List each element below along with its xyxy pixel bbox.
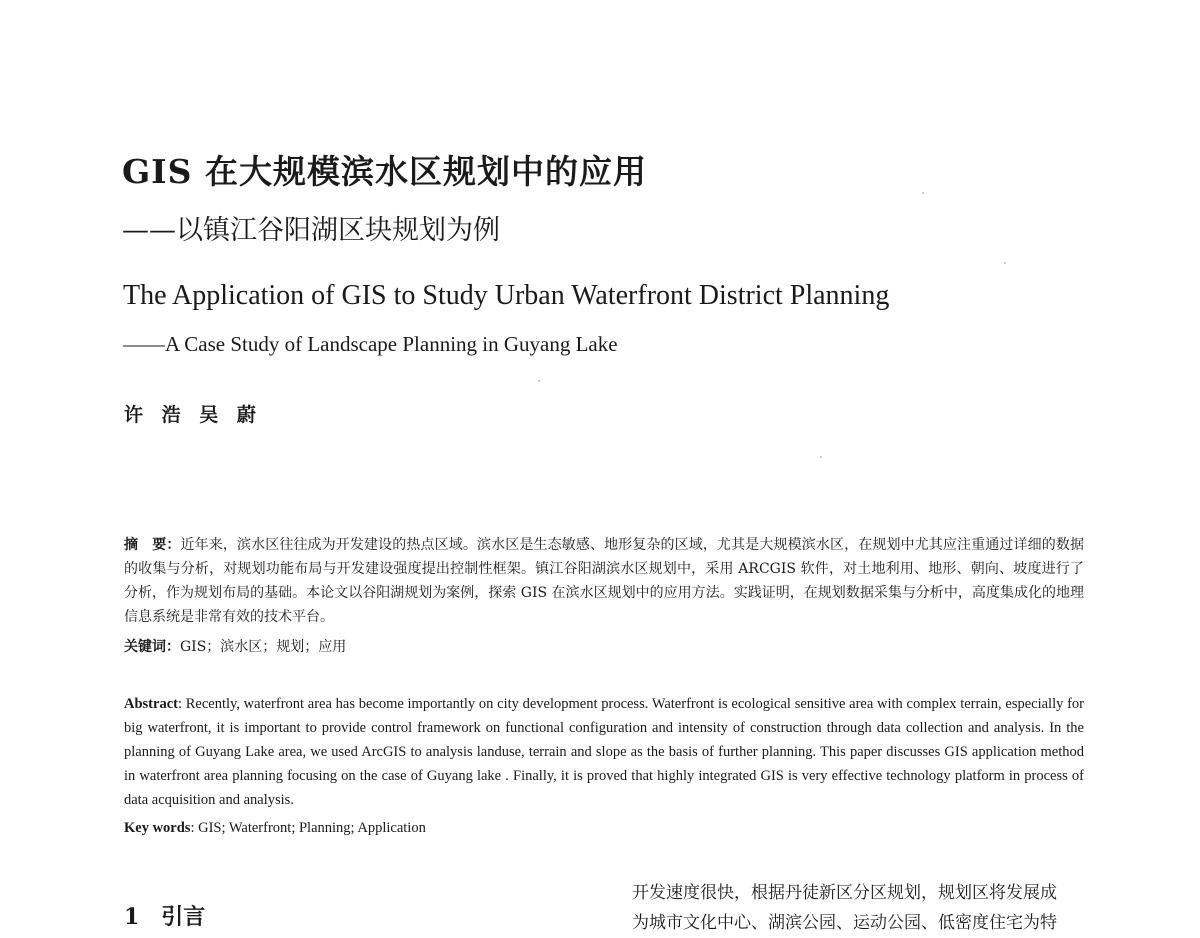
subtitle-chinese: ——以镇江谷阳湖区块规划为例 xyxy=(122,215,500,246)
abstract-english-text: : Recently, waterfront area has become importantly on city development process. Waterfront is ecological sensitive area with complex terrain, especially for big waterfront, it is important to provide control framework on functional configuration and intensity of construction through data collection and analysis. In the planning of Guyang Lake area, we used ArcGIS to analysis landuse, terrain and slope as the basis of further planning. This paper discusses GIS application method in waterfront area planning focusing on the case of Guyang lake . Finally, it is proved that highly integrated GIS is very effective technology platform in process of data acquisition and analysis. xyxy=(124,696,1084,808)
scan-speck xyxy=(820,456,822,458)
scan-speck xyxy=(922,192,924,194)
body-column xyxy=(632,878,1087,938)
body-line: 为城市文化中心、湖滨公园、运动公园、低密度住宅为特 xyxy=(632,913,1057,933)
keywords-english xyxy=(124,820,426,837)
keywords-chinese-text: GIS；滨水区；规划；应用 xyxy=(180,639,347,655)
authors: 许 浩 吴 蔚 xyxy=(124,404,256,426)
title-english: The Application of GIS to Study Urban Waterfront District Planning xyxy=(123,280,890,311)
scan-speck xyxy=(538,380,540,382)
keywords-english-label: Key words xyxy=(124,820,191,836)
keywords-english-text: : GIS; Waterfront; Planning; Application xyxy=(190,820,426,836)
abstract-english-label: Abstract xyxy=(124,696,178,712)
scan-speck xyxy=(1004,262,1006,264)
subtitle-english: ——A Case Study of Landscape Planning in Guyang Lake xyxy=(123,332,618,356)
abstract-chinese-label: 摘 要： xyxy=(124,537,181,553)
keywords-chinese xyxy=(124,636,346,656)
abstract-chinese-text: 近年来，滨水区往往成为开发建设的热点区域。滨水区是生态敏感、地形复杂的区域，尤其是大规模滨水区，在规划中尤其应注重通过详细的数据的收集与分析，对规划功能布局与开发建设强度提出控制性框架。镇江谷阳湖滨水区规划中，采用 ARCGIS 软件，对土地利用、地形、朝向、坡度进行了分析，作为规划布局的基础。本论文以谷阳湖规划为案例，探索 GIS 在滨水区规划中的应用方法。实践证明，在规划数据采集与分析中，高度集成化的地理信息系统是非常有效的技术平台。 xyxy=(124,537,1085,625)
abstract-english xyxy=(124,692,1084,812)
keywords-chinese-label: 关键词： xyxy=(124,639,180,655)
title-chinese: GIS 在大规模滨水区规划中的应用 xyxy=(122,152,647,191)
abstract-chinese xyxy=(124,533,1084,629)
section-heading: 1 引言 xyxy=(124,904,206,930)
body-line: 开发速度很快，根据丹徒新区分区规划，规划区将发展成 xyxy=(632,883,1057,903)
